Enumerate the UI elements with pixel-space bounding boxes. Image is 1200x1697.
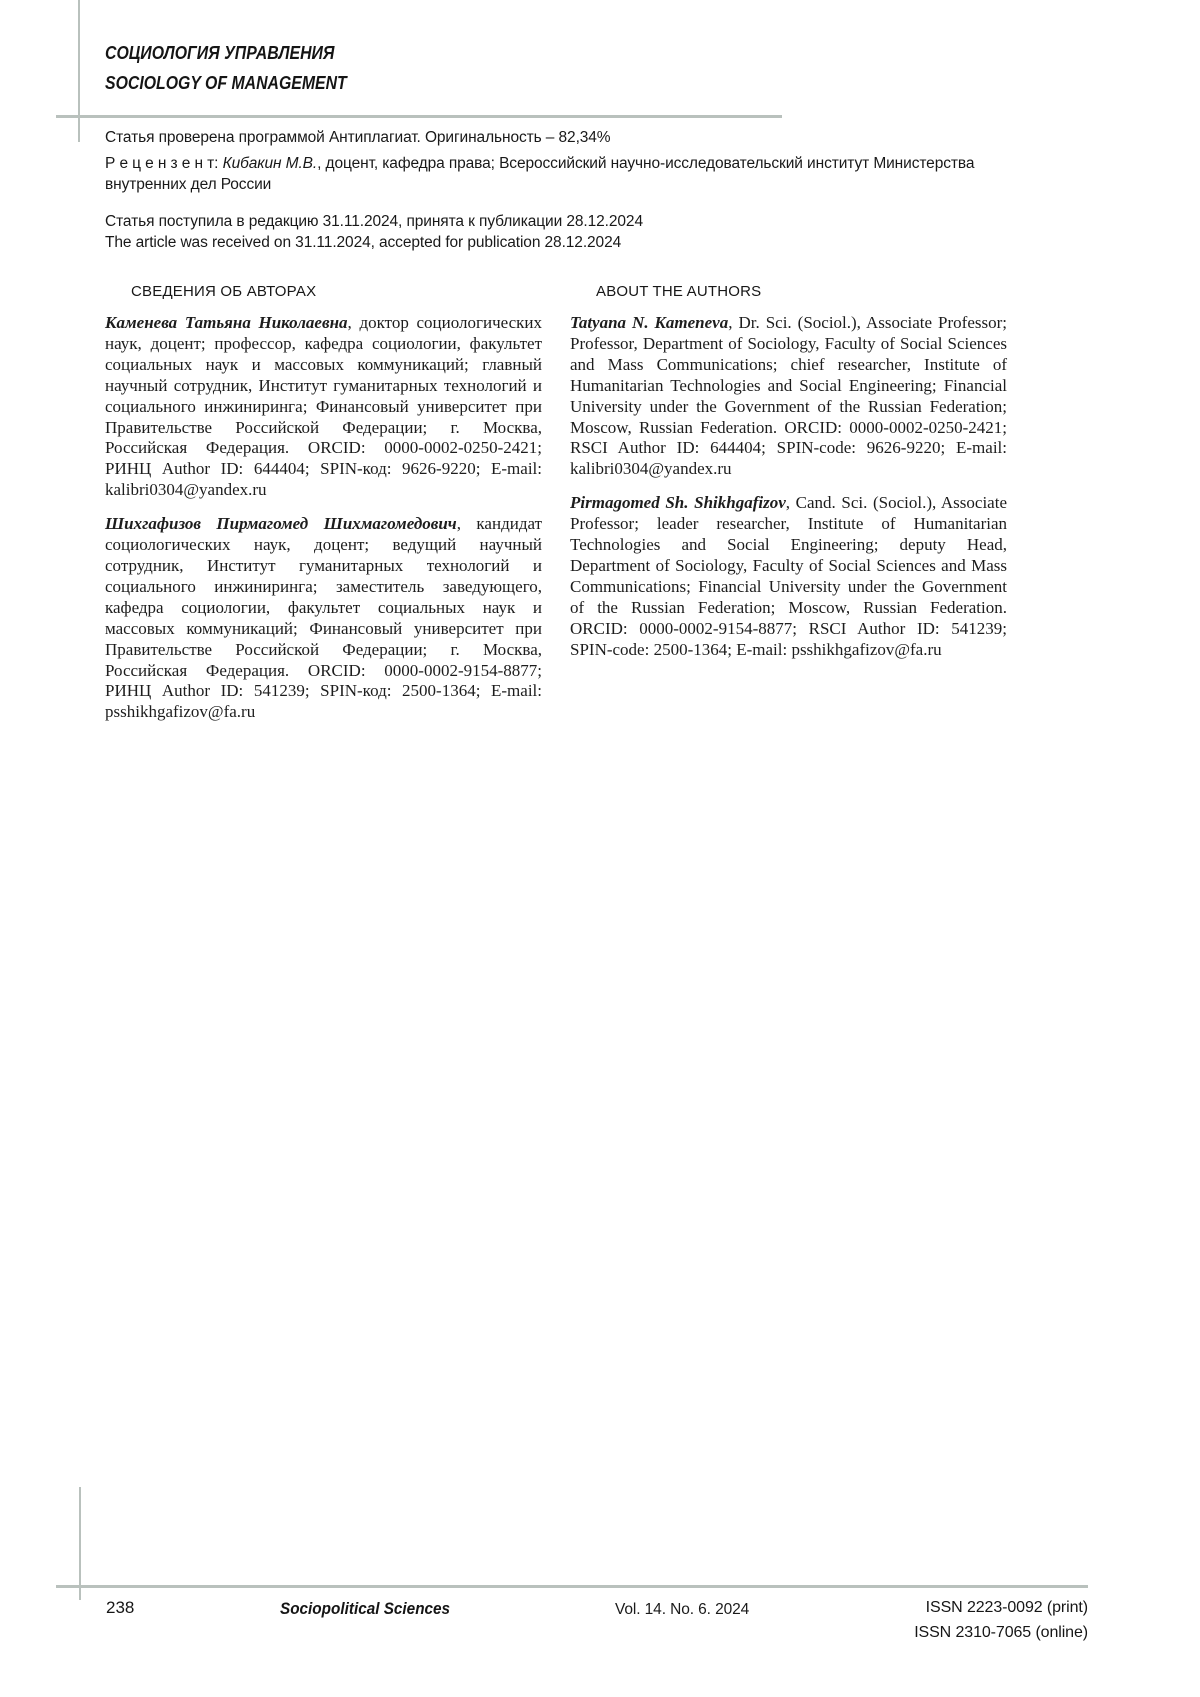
about-authors-columns [105,283,1007,723]
journal-title: Sociopolitical Sciences [280,1599,451,1618]
issn-print: ISSN 2223-0092 (print) [925,1599,1088,1616]
issn-block [914,1596,1088,1645]
authors-ru-heading: СВЕДЕНИЯ ОБ АВТОРАХ [131,283,317,300]
footer-divider-rule [56,1585,1088,1588]
rubric-title-en: SOCIOLOGY OF MANAGEMENT [105,73,347,93]
rubric-title-ru: СОЦИОЛОГИЯ УПРАВЛЕНИЯ [105,43,335,63]
author-entry-ru-shikhgafizov [105,514,542,723]
received-note-en: The article was received on 31.11.2024, accepted for publication 28.12.2024 [105,234,622,251]
author-name-ru-shikhgafizov: Шихгафизов Пирмагомед Шихмагомедович [105,514,457,534]
author-bio-en-shikhgafizov: , Cand. Sci. (Sociol.), Associate Professor; leader researcher, Institute of Humanitarian Technologies and Social Engineering; deputy Head, Department of Sociology, Faculty of Social Sciences and Mass Communications; Financial University under the Government of the Russian Federation; Moscow, Russian Federation. ORCID: 0000-0002-9154-8877; RSCI Author ID: 541239; SPIN-code: 2500-1364; E-mail: psshikhgafizov@fa.ru [570,493,1007,659]
author-name-en-shikhgafizov: Pirmagomed Sh. Shikhgafizov [570,493,786,513]
footer-left-vertical-rule [79,1487,81,1600]
reviewer-note [105,153,1010,196]
received-note-ru: Статья поступила в редакцию 31.11.2024, принята к публикации 28.12.2024 [105,212,643,230]
author-bio-en-kameneva: , Dr. Sci. (Sociol.), Associate Professor; Professor, Department of Sociology, Faculty of Social Sciences and Mass Communications; chief researcher, Institute of Humanitarian Technologies and Social Engineering; Financial University under the Government of the Russian Federation; Moscow, Russian Federation. ORCID: 0000-0002-0250-2421; RSCI Author ID: 644404; SPIN-code: 9626-9220; E-mail: kalibri0304@yandex.ru [570,313,1007,479]
author-entry-en-kameneva [570,313,1007,480]
reviewer-affiliation: , доцент, кафедра права; Всероссийский научно-исследовательский институт Министерства внутренних дел России [105,154,975,193]
author-entry-en-shikhgafizov [570,493,1007,660]
reviewer-name: Кибакин М.В. [222,154,318,172]
author-name-ru-kameneva: Каменева Татьяна Николаевна [105,313,348,332]
reviewer-label: Р е ц е н з е н т: [105,154,223,172]
top-left-vertical-rule [78,0,80,142]
author-entry-ru-kameneva [105,313,542,501]
authors-en-section [570,283,1007,723]
issn-online: ISSN 2310-7065 (online) [914,1623,1088,1641]
rubric-header [105,38,380,98]
page-number: 238 [106,1598,135,1617]
author-name-en-kameneva: Tatyana N. Kameneva [570,313,729,332]
article-meta-block [105,127,1010,254]
volume-issue: Vol. 14. No. 6. 2024 [615,1601,750,1618]
author-bio-ru-shikhgafizov: , кандидат социологических наук, доцент; ведущий научный сотрудник, Институт гуманитарных технологий и социального инжиниринга; заместитель заведующего, кафедра социологии, факультет социальных наук и массовых коммуникаций; Финансовый университет при Правительстве Российской Федерации; г. Москва, Российская Федерация. ORCID: 0000-0002-9154-8877; РИНЦ Author ID: 541239; SPIN-код: 2500-1364; E-mail: psshikhgafizov@fa.ru [105,514,542,722]
antiplagiat-note: Статья проверена программой Антиплагиат. Оригинальность – 82,34% [105,129,611,146]
author-bio-ru-kameneva: , доктор социологических наук, доцент; профессор, кафедра социологии, факультет социальных наук и массовых коммуникаций; главный научный сотрудник, Институт гуманитарных технологий и социального инжиниринга; Финансовый университет при Правительстве Российской Федерации; г. Москва, Российская Федерация. ORCID: 0000-0002-0250-2421; РИНЦ Author ID: 644404; SPIN-код: 9626-9220; E-mail: kalibri0304@yandex.ru [105,313,542,500]
authors-en-heading: ABOUT THE AUTHORS [596,283,762,300]
header-divider-rule [56,115,782,118]
authors-ru-section [105,283,542,723]
